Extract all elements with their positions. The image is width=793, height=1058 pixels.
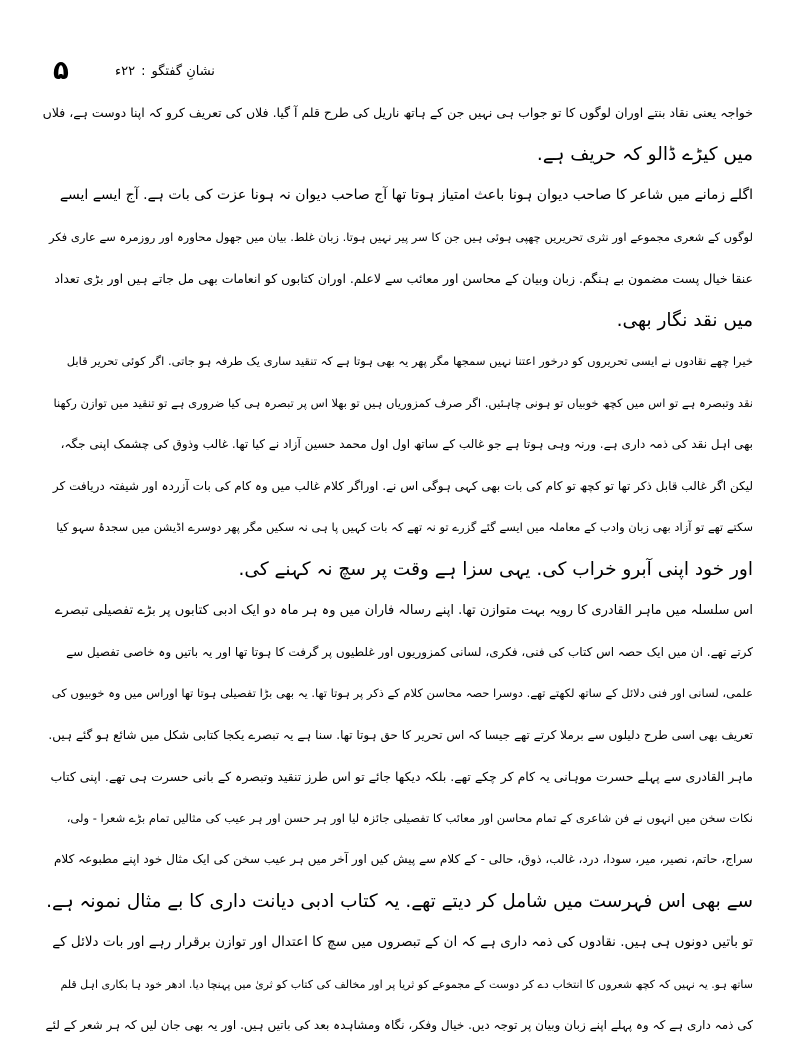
text-line: سے بھی اس فہرست میں شامل کر دیتے تھے. یہ کتاب ادبی دیانت داری کا بے مثال نمونہ ہے. <box>46 890 753 912</box>
text-line: میں نقد نگار بھی. <box>616 309 753 331</box>
text-line: سراج، حاتم، نصیر، میر، سودا، درد، غالب، ذوق، حالی - کے کلام سے پیش کیں اور آخر میں ہر عیب سخن کی ایک مثال خود اپنے مطبوعہ کلام <box>53 852 753 866</box>
text-line: اور خود اپنی آبرو خراب کی. یہی سزا ہے وقت پر سچ نہ کہنے کی. <box>238 558 753 580</box>
text-line: خیرا چھے نقادوں نے ایسی تحریروں کو درخور اعتنا نہیں سمجھا مگر پھر یہ بھی ہوتا ہے کہ تنقید ساری یک طرفہ ہو جاتی. اگر کوئی تحریر قابل <box>66 354 753 368</box>
text-line: لیکن اگر غالب قابل ذکر تھا تو کچھ تو کام کی بات بھی کہی ہوگی اس نے. اوراگر کلام غالب میں وہ کام کی بات آزردہ اور شیفتہ دریافت کر <box>52 478 753 493</box>
text-line: سکتے تھے تو آزاد بھی زبان وادب کے معاملہ میں ایسے گئے گزرے تو نہ تھے کہ بات کہیں پا ہی نہ سکیں مگر پھر دوسرے اڈیشن میں سجدۂ سہو کیا <box>56 520 753 534</box>
text-line: میں کیڑے ڈالو کہ حریف ہے. <box>536 143 753 165</box>
text-line: تو باتیں دونوں ہی ہیں. نقادوں کی ذمہ داری ہے کہ ان کے تبصروں میں سچ کا اعتدال اور توازن برقرار رہے اور بات دلائل کے <box>52 934 753 950</box>
text-line: کرتے تھے. ان میں ایک حصہ اس کتاب کی فنی، فکری، لسانی کمزوریوں اور غلطیوں پر گرفت کا ہوتا تھا اور یہ باتیں وہ خاصی تفصیل سے <box>66 644 753 659</box>
text-line: ماہر القادری سے پہلے حسرت موہانی یہ کام کر چکے تھے. بلکہ دیکھا جائے تو اس طرز تنقید وتبصرہ کے بانی حسرت ہی تھے. اپنی کتاب <box>50 769 753 784</box>
text-line: نقد وتبصرہ ہے تو اس میں کچھ خوبیاں تو ہونی چاہئیں. اگر صرف کمزوریاں ہیں تو بھلا اس پر تبصرہ ہی کیا ضروری ہے تو تنقید میں توازن رکھنا <box>53 395 753 410</box>
text-line: ساتھ ہو. یہ نہیں کہ کچھ شعروں کا انتخاب دے کر دوست کے مجموعے کو ثریا پر اور مخالف کی کتاب کو ثریٰ میں پہنچا دیا. ادھر خود ہا بکاری اہل قلم <box>60 977 753 991</box>
text-line: کی ذمہ داری ہے کہ وہ پہلے اپنے زبان وبیان پر توجہ دیں. خیال وفکر، نگاہ ومشاہدہ بعد کی باتیں ہیں. اور یہ بھی جان لیں کہ ہر شعر کے لئے <box>45 1018 753 1032</box>
issue-number: ۲۲ء <box>115 64 136 79</box>
text-line: علمی، لسانی اور فنی دلائل کے ساتھ لکھتے تھے. دوسرا حصہ محاسن کلام کے ذکر پر ہوتا تھا. یہ بھی بڑا تفصیلی ہوتا تھا اوراس میں وہ خوبیوں کی <box>51 686 753 700</box>
text-line: نکات سخن میں انہوں نے فن شاعری کے تمام محاسن اور معائب کا تفصیلی جائزہ لیا اور ہر حسن اور ہر عیب کی مثالیں تمام بڑے شعرا - ولی، <box>66 810 753 825</box>
page-number: ۵ <box>53 56 69 86</box>
text-line: اس سلسلہ میں ماہر القادری کا رویہ بہت متوازن تھا. اپنے رسالہ فاران میں وہ ہر ماہ دو ایک ادبی کتابوں پر بڑے تفصیلی تبصرے <box>54 603 753 618</box>
text-line: لوگوں کے شعری مجموعے اور نثری تحریریں چھپی ہوئی ہیں جن کا سر پیر نہیں ہوتا. زبان غلط. بیان میں جھول محاورہ اور روزمرہ سے عاری فکر <box>48 229 753 244</box>
article-body <box>40 92 753 1047</box>
text-line: اگلے زمانے میں شاعر کا صاحب دیوان ہونا باعث امتیاز ہوتا تھا آج صاحب دیوان نہ ہونا عزت کی بات ہے. آج ایسے ایسے <box>59 187 753 203</box>
text-line: خواجہ یعنی نقاد بنتے اوران لوگوں کا تو جواب ہی نہیں جن کے ہاتھ ناریل کی طرح قلم آ گیا. فلاں کی تعریف کرو کہ اپنا دوست ہے، فلاں <box>42 105 753 120</box>
page-header <box>45 52 748 92</box>
text-line: بھی اہل نقد کی ذمہ داری ہے. ورنہ وہی ہوتا ہے جو غالب کے ساتھ اول اول محمد حسین آزاد نے کیا تھا. غالب وذوق کی چشمک اپنی جگہ، <box>60 437 753 451</box>
running-head: نشانِ گفتگو:۲۲ء <box>115 64 215 79</box>
journal-title: نشانِ گفتگو <box>151 64 215 79</box>
text-line: عنقا خیال پست مضمون بے ہنگم. زبان وبیان کے محاسن اور معائب سے لاعلم. اوران کتابوں کو انعامات بھی مل جاتے ہیں اور بڑی تعداد <box>54 271 753 286</box>
text-line: تعریف بھی اسی طرح دلیلوں سے برملا کرتے تھے جیسا کہ اس تحریر کا حق ہوتا تھا. سنا ہے یہ تبصرے یکجا کتابی شکل میں شائع ہو گئے ہیں. <box>48 727 753 742</box>
